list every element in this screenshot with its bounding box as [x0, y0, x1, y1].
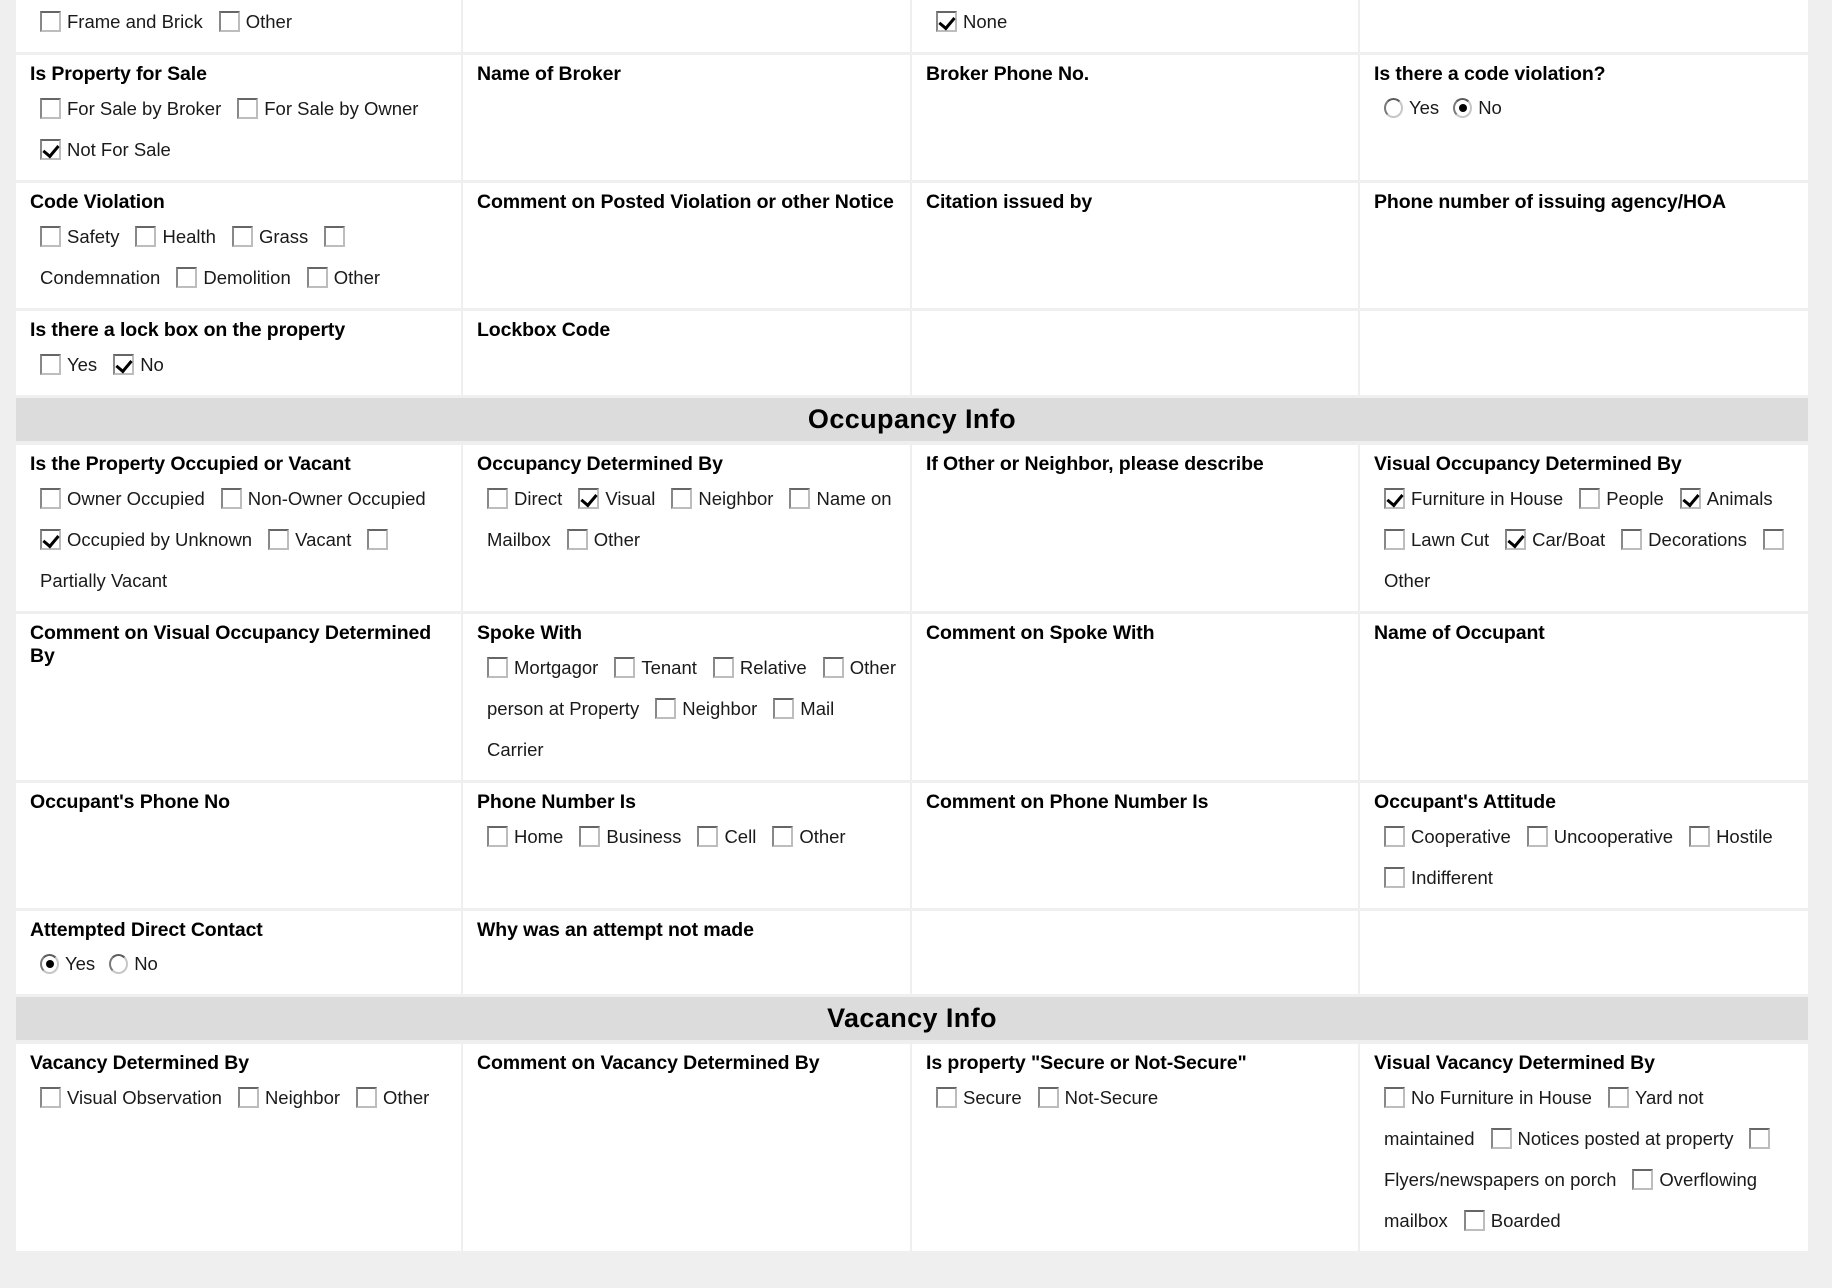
checkbox-option[interactable]	[1505, 529, 1621, 550]
field-label: Comment on Vacancy Determined By	[477, 1052, 820, 1074]
field-label: Comment on Spoke With	[926, 622, 1155, 644]
checkbox-label: No	[140, 354, 164, 375]
field-label: Is there a lock box on the property	[30, 319, 346, 341]
field-lockbox-code[interactable]	[463, 311, 912, 398]
section-title-section_occupancy: Occupancy Info	[16, 398, 1808, 445]
checkbox-option[interactable]	[697, 826, 772, 847]
checkbox-icon[interactable]	[1632, 1169, 1653, 1190]
field-attempt-col3[interactable]	[912, 911, 1360, 997]
checkbox-label: Indifferent	[1411, 867, 1493, 888]
checkbox-label: Other	[1384, 570, 1431, 591]
field-comment-on-vacancy-determined-by[interactable]	[463, 1044, 912, 1254]
checkbox-group	[30, 88, 447, 170]
checkbox-label: Visual	[605, 488, 656, 509]
checkbox-icon[interactable]	[579, 826, 600, 847]
field-construction-col4[interactable]	[1360, 0, 1808, 55]
field-attempted-direct-contact[interactable]	[16, 911, 463, 997]
checkbox-label: Occupied by Unknown	[67, 529, 253, 550]
checkbox-icon[interactable]	[232, 226, 253, 247]
checkbox-checked-icon[interactable]	[1680, 488, 1701, 509]
form-row-property-for-sale	[16, 55, 1808, 183]
checkbox-label: Uncooperative	[1553, 826, 1674, 847]
checkbox-label: Other	[593, 529, 641, 550]
form-row-occupant-phone	[16, 783, 1808, 911]
checkbox-option[interactable]	[268, 529, 367, 550]
checkbox-group	[1374, 1077, 1794, 1241]
checkbox-label: Relative	[739, 657, 807, 678]
checkbox-group	[1374, 816, 1794, 898]
checkbox-icon[interactable]	[1527, 826, 1548, 847]
checkbox-label: Other	[245, 11, 292, 32]
checkbox-option[interactable]	[1384, 826, 1527, 847]
checkbox-icon[interactable]	[307, 267, 328, 288]
field-label: Attempted Direct Contact	[30, 919, 263, 941]
checkbox-icon[interactable]	[40, 11, 61, 32]
section-title-section_vacancy: Vacancy Info	[16, 997, 1808, 1044]
field-occupancy-determined-by[interactable]	[463, 445, 912, 614]
checkbox-label: Owner Occupied	[67, 488, 205, 509]
property-inspection-form	[16, 0, 1808, 1254]
checkbox-option[interactable]	[936, 11, 1023, 32]
checkbox-checked-icon[interactable]	[1505, 529, 1526, 550]
form-row-lock-box	[16, 311, 1808, 398]
checkbox-icon[interactable]	[772, 826, 793, 847]
checkbox-group	[926, 1077, 1344, 1118]
checkbox-label: Yes	[67, 354, 98, 375]
checkbox-option[interactable]	[135, 226, 231, 247]
checkbox-label: Neighbor	[264, 1087, 341, 1108]
checkbox-icon[interactable]	[487, 826, 508, 847]
field-lockbox-col4[interactable]	[1360, 311, 1808, 398]
radio-option[interactable]	[109, 944, 158, 984]
field-is-property-secure-or-not-secure[interactable]	[912, 1044, 1360, 1254]
radio-group	[1374, 88, 1794, 128]
field-visual-vacancy-determined-by[interactable]	[1360, 1044, 1808, 1254]
checkbox-checked-icon[interactable]	[113, 354, 134, 375]
field-label: Phone Number Is	[477, 791, 636, 813]
field-lockbox-col3[interactable]	[912, 311, 1360, 398]
field-label: If Other or Neighbor, please describe	[926, 453, 1264, 475]
checkbox-label: For Sale by Owner	[264, 98, 419, 119]
checkbox-icon[interactable]	[697, 826, 718, 847]
checkbox-icon[interactable]	[1491, 1128, 1512, 1149]
field-vacancy-determined-by[interactable]	[16, 1044, 463, 1254]
checkbox-label: Partially Vacant	[40, 570, 168, 591]
field-label: Occupant's Phone No	[30, 791, 230, 813]
checkbox-group	[30, 478, 447, 601]
checkbox-label: For Sale by Broker	[67, 98, 222, 119]
checkbox-icon[interactable]	[268, 529, 289, 550]
field-comment-on-phone-number-is[interactable]	[912, 783, 1360, 911]
field-label: Occupant's Attitude	[1374, 791, 1556, 813]
checkbox-icon[interactable]	[1464, 1210, 1485, 1231]
checkbox-label: Safety	[67, 226, 120, 247]
checkbox-label: Furniture in House	[1411, 488, 1564, 509]
checkbox-label: Vacant	[295, 529, 352, 550]
field-broker-phone-no[interactable]	[912, 55, 1360, 183]
checkbox-group	[30, 1077, 447, 1118]
checkbox-option[interactable]	[936, 1087, 1038, 1108]
field-visual-occupancy-determined-by[interactable]	[1360, 445, 1808, 614]
checkbox-option[interactable]	[221, 488, 442, 509]
field-label: Spoke With	[477, 622, 582, 644]
checkbox-icon[interactable]	[40, 354, 61, 375]
checkbox-icon[interactable]	[1384, 826, 1405, 847]
section-header-row	[16, 997, 1808, 1044]
field-label: Is Property for Sale	[30, 63, 207, 85]
checkbox-label: Non-Owner Occupied	[247, 488, 426, 509]
checkbox-option[interactable]	[1579, 488, 1680, 509]
checkbox-icon[interactable]	[1384, 1087, 1405, 1108]
checkbox-option[interactable]	[232, 226, 324, 247]
field-label: Code Violation	[30, 191, 165, 213]
checkbox-icon[interactable]	[219, 11, 240, 32]
checkbox-option[interactable]	[237, 98, 434, 119]
checkbox-option[interactable]	[655, 698, 773, 719]
checkbox-option[interactable]	[1038, 1087, 1175, 1108]
radio-label: No	[1478, 97, 1502, 118]
field-label: Visual Vacancy Determined By	[1374, 1052, 1655, 1074]
checkbox-label: Boarded	[1490, 1210, 1561, 1231]
field-label: Is property "Secure or Not-Secure"	[926, 1052, 1247, 1074]
checkbox-icon[interactable]	[614, 657, 635, 678]
checkbox-icon[interactable]	[324, 226, 345, 247]
checkbox-option[interactable]	[1680, 488, 1789, 509]
checkbox-group	[477, 816, 896, 857]
checkbox-checked-icon[interactable]	[578, 488, 599, 509]
checkbox-label: Flyers/newspapers on porch	[1384, 1169, 1617, 1190]
checkbox-icon[interactable]	[135, 226, 156, 247]
field-label: Citation issued by	[926, 191, 1093, 213]
checkbox-label: Mail Carrier	[487, 698, 835, 760]
field-label: Vacancy Determined By	[30, 1052, 250, 1074]
radio-selected-icon[interactable]	[40, 954, 59, 974]
checkbox-group	[30, 344, 447, 385]
checkbox-group	[30, 216, 447, 298]
checkbox-option[interactable]	[40, 488, 221, 509]
field-label: Comment on Visual Occupancy Determined By	[30, 622, 432, 667]
checkbox-option[interactable]	[1384, 1087, 1608, 1108]
checkbox-checked-icon[interactable]	[40, 529, 61, 550]
checkbox-label: Not For Sale	[67, 139, 171, 160]
checkbox-icon[interactable]	[40, 98, 61, 119]
checkbox-option[interactable]	[1464, 1210, 1577, 1231]
checkbox-label: None	[963, 11, 1008, 32]
field-why-was-an-attempt-not-made[interactable]	[463, 911, 912, 997]
field-attempt-col4[interactable]	[1360, 911, 1808, 997]
field-phone-number-issuing-agency[interactable]	[1360, 183, 1808, 311]
field-is-the-property-occupied-or-vacant[interactable]	[16, 445, 463, 614]
radio-label: Yes	[1409, 97, 1440, 118]
checkbox-icon[interactable]	[238, 1087, 259, 1108]
radio-label: No	[134, 953, 158, 974]
checkbox-label: Condemnation	[40, 267, 161, 288]
field-is-there-a-code-violation[interactable]	[1360, 55, 1808, 183]
checkbox-label: Hostile	[1716, 826, 1773, 847]
checkbox-icon[interactable]	[40, 226, 61, 247]
checkbox-label: Name on Mailbox	[487, 488, 892, 550]
field-comment-on-spoke-with[interactable]	[912, 614, 1360, 783]
checkbox-label: Lawn Cut	[1411, 529, 1490, 550]
checkbox-icon[interactable]	[1621, 529, 1642, 550]
checkbox-option[interactable]	[40, 98, 237, 119]
checkbox-option[interactable]	[40, 354, 113, 375]
form-row-spoke-with	[16, 614, 1808, 783]
field-label: Is there a code violation?	[1374, 63, 1606, 85]
checkbox-option[interactable]	[1384, 529, 1505, 550]
field-code-violation[interactable]	[16, 183, 463, 311]
field-citation-issued-by[interactable]	[912, 183, 1360, 311]
field-construction-col2[interactable]	[463, 0, 912, 55]
form-row-attempted-direct-contact	[16, 911, 1808, 997]
checkbox-icon[interactable]	[1384, 529, 1405, 550]
checkbox-label: Notices posted at property	[1517, 1128, 1734, 1149]
checkbox-group	[30, 1, 447, 42]
field-label: Lockbox Code	[477, 319, 611, 341]
field-comment-on-posted-violation[interactable]	[463, 183, 912, 311]
checkbox-label: Visual Observation	[67, 1087, 222, 1108]
checkbox-option[interactable]	[579, 826, 697, 847]
checkbox-label: Demolition	[203, 267, 291, 288]
checkbox-label: Yard not maintained	[1384, 1087, 1704, 1149]
checkbox-option[interactable]	[713, 657, 823, 678]
checkbox-label: Not-Secure	[1064, 1087, 1159, 1108]
field-is-property-for-sale[interactable]	[16, 55, 463, 183]
field-label: Is the Property Occupied or Vacant	[30, 453, 351, 475]
checkbox-icon[interactable]	[1689, 826, 1710, 847]
form-row-vacancy-determined	[16, 1044, 1808, 1254]
checkbox-label: No Furniture in House	[1411, 1087, 1592, 1108]
checkbox-icon[interactable]	[487, 488, 508, 509]
field-is-there-a-lock-box[interactable]	[16, 311, 463, 398]
form-row-construction-partial	[16, 0, 1808, 55]
checkbox-label: Decorations	[1648, 529, 1747, 550]
checkbox-icon[interactable]	[237, 98, 258, 119]
checkbox-label: Frame and Brick	[67, 11, 203, 32]
checkbox-option[interactable]	[356, 1087, 445, 1108]
section-header-row	[16, 398, 1808, 445]
field-if-other-or-neighbor-describe[interactable]	[912, 445, 1360, 614]
checkbox-label: Direct	[514, 488, 563, 509]
checkbox-option[interactable]	[176, 267, 306, 288]
checkbox-option[interactable]	[40, 139, 187, 160]
checkbox-label: Other	[383, 1087, 430, 1108]
checkbox-icon[interactable]	[40, 488, 61, 509]
checkbox-icon[interactable]	[221, 488, 242, 509]
checkbox-checked-icon[interactable]	[1384, 488, 1405, 509]
radio-label: Yes	[65, 953, 96, 974]
field-label: Name of Broker	[477, 63, 621, 85]
field-label: Occupancy Determined By	[477, 453, 723, 475]
checkbox-icon[interactable]	[1763, 529, 1784, 550]
checkbox-label: Business	[606, 826, 682, 847]
checkbox-option[interactable]	[487, 826, 579, 847]
checkbox-label: Cooperative	[1411, 826, 1511, 847]
checkbox-option[interactable]	[40, 11, 219, 32]
form-row-code-violation	[16, 183, 1808, 311]
checkbox-option[interactable]	[487, 488, 578, 509]
checkbox-option[interactable]	[1384, 488, 1579, 509]
checkbox-icon[interactable]	[40, 1087, 61, 1108]
checkbox-icon[interactable]	[176, 267, 197, 288]
checkbox-option[interactable]	[238, 1087, 356, 1108]
checkbox-icon[interactable]	[655, 698, 676, 719]
checkbox-icon[interactable]	[1608, 1087, 1629, 1108]
checkbox-checked-icon[interactable]	[40, 139, 61, 160]
checkbox-option[interactable]	[307, 267, 396, 288]
checkbox-label: Tenant	[641, 657, 697, 678]
checkbox-label: Other	[799, 826, 846, 847]
radio-option[interactable]	[1384, 88, 1439, 128]
checkbox-option[interactable]	[1621, 529, 1763, 550]
field-damage-none[interactable]	[912, 0, 1360, 55]
checkbox-label: Home	[514, 826, 564, 847]
checkbox-icon[interactable]	[487, 657, 508, 678]
field-comment-on-visual-occupancy-determined-by[interactable]	[16, 614, 463, 783]
checkbox-label: Grass	[258, 226, 309, 247]
field-label: Visual Occupancy Determined By	[1374, 453, 1682, 475]
checkbox-icon[interactable]	[1384, 867, 1405, 888]
checkbox-option[interactable]	[40, 529, 268, 550]
checkbox-icon[interactable]	[713, 657, 734, 678]
radio-icon[interactable]	[1384, 98, 1403, 118]
checkbox-label: Mortgagor	[514, 657, 599, 678]
checkbox-icon[interactable]	[1579, 488, 1600, 509]
checkbox-option[interactable]	[1384, 867, 1509, 888]
checkbox-option[interactable]	[671, 488, 789, 509]
checkbox-option[interactable]	[40, 1087, 238, 1108]
checkbox-group	[477, 647, 896, 770]
checkbox-option[interactable]	[614, 657, 713, 678]
checkbox-label: Secure	[963, 1087, 1022, 1108]
field-occupants-attitude[interactable]	[1360, 783, 1808, 911]
field-label: Phone number of issuing agency/HOA	[1374, 191, 1726, 213]
checkbox-icon[interactable]	[789, 488, 810, 509]
field-construction-type[interactable]	[16, 0, 463, 55]
checkbox-label: Other person at Property	[487, 657, 896, 719]
checkbox-group	[1374, 478, 1794, 601]
field-phone-number-is[interactable]	[463, 783, 912, 911]
checkbox-label: People	[1606, 488, 1664, 509]
form-row-occupied-or-vacant	[16, 445, 1808, 614]
checkbox-icon[interactable]	[823, 657, 844, 678]
checkbox-icon[interactable]	[1749, 1128, 1770, 1149]
radio-selected-icon[interactable]	[1453, 98, 1472, 118]
checkbox-group	[477, 478, 896, 560]
radio-icon[interactable]	[109, 954, 128, 974]
checkbox-icon[interactable]	[936, 1087, 957, 1108]
field-label: Comment on Phone Number Is	[926, 791, 1209, 813]
checkbox-option[interactable]	[772, 826, 861, 847]
field-label: Comment on Posted Violation or other Notice	[477, 191, 894, 213]
checkbox-option[interactable]	[567, 529, 656, 550]
checkbox-label: Neighbor	[682, 698, 758, 719]
inspection-form-page	[16, 0, 1808, 1254]
checkbox-icon[interactable]	[356, 1087, 377, 1108]
field-spoke-with[interactable]	[463, 614, 912, 783]
checkbox-option[interactable]	[1491, 1128, 1750, 1149]
checkbox-option[interactable]	[219, 11, 308, 32]
radio-group	[30, 944, 447, 984]
checkbox-option[interactable]	[578, 488, 671, 509]
checkbox-option[interactable]	[40, 226, 135, 247]
field-label: Why was an attempt not made	[477, 919, 754, 941]
field-label: Name of Occupant	[1374, 622, 1545, 644]
checkbox-label: Cell	[724, 826, 757, 847]
checkbox-icon[interactable]	[567, 529, 588, 550]
field-name-of-broker[interactable]	[463, 55, 912, 183]
checkbox-label: Car/Boat	[1532, 529, 1606, 550]
checkbox-option[interactable]	[487, 657, 614, 678]
checkbox-option[interactable]	[1527, 826, 1689, 847]
field-name-of-occupant[interactable]	[1360, 614, 1808, 783]
checkbox-icon[interactable]	[671, 488, 692, 509]
checkbox-icon[interactable]	[1038, 1087, 1059, 1108]
checkbox-label: Health	[162, 226, 216, 247]
checkbox-label: Neighbor	[698, 488, 774, 509]
radio-option[interactable]	[40, 944, 95, 984]
checkbox-option[interactable]	[1689, 826, 1789, 847]
checkbox-group	[926, 1, 1344, 42]
checkbox-icon[interactable]	[367, 529, 388, 550]
radio-option[interactable]	[1453, 88, 1502, 128]
checkbox-label: Animals	[1706, 488, 1773, 509]
checkbox-checked-icon[interactable]	[936, 11, 957, 32]
checkbox-label: Other	[333, 267, 381, 288]
checkbox-label: Overflowing mailbox	[1384, 1169, 1758, 1231]
checkbox-icon[interactable]	[773, 698, 794, 719]
checkbox-option[interactable]	[113, 354, 180, 375]
field-label: Broker Phone No.	[926, 63, 1090, 85]
field-occupants-phone-no[interactable]	[16, 783, 463, 911]
